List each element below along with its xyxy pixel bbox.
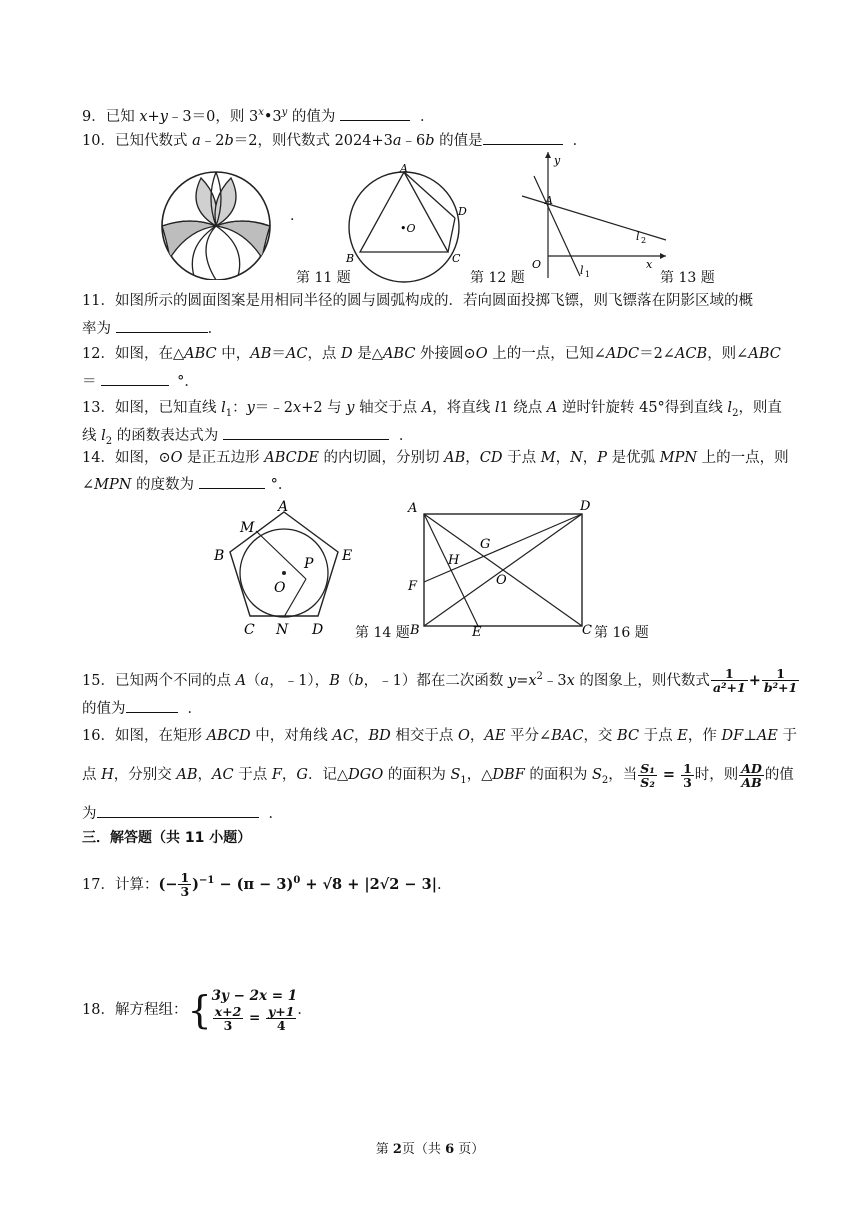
answer-blank-14[interactable] [199, 474, 265, 489]
answer-blank-16[interactable] [97, 803, 259, 818]
label-N: N [276, 622, 289, 638]
caption-11: 第 11 题 [296, 270, 351, 286]
expr-17: (− $\frac{1}{3}$ )$^{-1} - (\pi - 3)^0 + √8 + |2√2 - 3|$ [158, 870, 437, 900]
label-l1: l [580, 264, 584, 277]
label-G: G [480, 537, 491, 552]
label-O: O [274, 580, 286, 596]
label-D: D [580, 499, 591, 514]
figure-11-flower-circle [146, 168, 286, 280]
label-B: B [214, 548, 225, 564]
fraction-y-plus-1: $\frac{y+1}{4}$ [267, 1004, 295, 1033]
label-M: M [240, 520, 255, 536]
label-P: P [304, 556, 314, 572]
answer-blank-10[interactable] [483, 130, 563, 145]
question-10: 10．已知代数式 a﹣2b＝2，则代数式 2024+3a﹣6b 的值是 ． [82, 130, 587, 151]
label-B: B [410, 623, 420, 638]
figure-dot: · [290, 212, 295, 228]
answer-blank-11[interactable] [116, 318, 208, 333]
question-18: 18．解方程组：{ 3y − 2x = 1 $\frac{x+2}{3}$ = $\frac{y+1}{4}$ ． [82, 988, 312, 1033]
section-heading-3: 三．解答题（共 11 小题） [82, 830, 252, 846]
question-14-line2: ∠MPN 的度数为 °． [82, 474, 292, 495]
fraction-one-third-17: $\frac{1}{3}$ [180, 870, 190, 900]
label-O: •O [400, 222, 416, 235]
question-16-line1: 16．如图，在矩形 ABCD 中，对角线 AC，BD 相交于点 O，AE 平分∠BAC，交 BC 于点 E，作 DF⊥AE 于 [82, 728, 797, 744]
figure-12-inscribed-triangle [340, 160, 480, 286]
question-12-line2: ＝ °． [82, 371, 199, 392]
label-O: O [532, 258, 542, 271]
answer-blank-9[interactable] [340, 106, 410, 121]
system-brace: { [187, 988, 212, 1032]
caption-12: 第 12 题 [470, 270, 525, 286]
label-C: C [582, 623, 592, 638]
caption-13: 第 13 题 [660, 270, 715, 286]
fraction-ad-ab: $\frac{AD}{AB}$ [741, 760, 762, 790]
figure-14-pentagon-incircle [208, 496, 358, 642]
label-O: O [496, 573, 507, 588]
question-12-line1: 12．如图，在△ABC 中，AB＝AC，点 D 是△ABC 外接圆⊙O 上的一点，已知∠ADC＝2∠ACB，则∠ABC [82, 346, 781, 362]
label-A: A [400, 162, 408, 175]
figure-13-lines [518, 148, 668, 282]
answer-blank-12[interactable] [101, 371, 169, 386]
label-A: A [545, 194, 553, 207]
question-17: 17．计算：(− $\frac{1}{3}$ )$^{-1} - (\pi - 3)^0 + √8 + |2√2 - 3|$. [82, 870, 442, 900]
label-A: A [278, 499, 289, 515]
question-15-line2: 的值为 ． [82, 698, 202, 719]
question-16-line2: 点 H，分别交 AB，AC 于点 F，G．记△DGO 的面积为 $S_1$，△DBF 的面积为 $S_2$，当 $\frac{\text{S₁}}{\text{S₂}}$ = $\frac{1}{3}$ 时，则 $\frac{AD}{AB}$ 的值 [82, 760, 794, 790]
fraction-x-plus-2: $\frac{x+2}{3}$ [214, 1004, 242, 1033]
fraction-1-over-b2: $\frac{1}{\text{b²+1}}$ [763, 666, 798, 696]
question-9: 9．已知 x+y﹣3＝0，则 3$^x$•3$^y$ 的值为 ． [82, 107, 435, 125]
label-A: A [408, 501, 418, 516]
fraction-one-third: $\frac{1}{3}$ [683, 760, 692, 790]
answer-blank-15[interactable] [126, 698, 178, 713]
fraction-s1-s2: $\frac{\text{S₁}}{\text{S₂}}$ [640, 760, 655, 790]
figure-16-rectangle [402, 496, 602, 640]
question-11-line1: 11．如图所示的圆面图案是用相同半径的圆与圆弧构成的．若向圆面投掷飞镖，则飞镖落在阴影区域的概 [82, 293, 753, 309]
label-x: x [646, 258, 653, 271]
label-C: C [244, 622, 255, 638]
question-11-line2: 率为 ． [82, 318, 222, 339]
label-C: C [452, 252, 461, 265]
caption-16: 第 16 题 [594, 625, 649, 641]
label-y: y [554, 154, 561, 167]
question-14-line1: 14．如图，⊙O 是正五边形 ABCDE 的内切圆，分别切 AB，CD 于点 M，N，P 是优弧 MPN 上的一点，则 [82, 450, 789, 466]
label-E: E [342, 548, 353, 564]
question-13-line1: 13．如图，已知直线 $l_1$：y＝﹣2x+2 与 y 轴交于点 A，将直线 l1 绕点 A 逆时针旋转 45°得到直线 $l_2$，则直 [82, 400, 782, 419]
answer-blank-13[interactable] [223, 425, 389, 440]
label-D: D [312, 622, 324, 638]
label-l2: l [636, 230, 640, 243]
page-footer: 第 2页（共 6 页） [375, 1142, 485, 1157]
question-15-line1: 15．已知两个不同的点 A（a，﹣1），B（b，﹣1）都在二次函数 $y=x^2﹣3x$ 的图象上，则代数式 $\frac{1}{\text{a²+1}}$ + $\frac{1}{\text{b²+1}}$ [82, 666, 798, 696]
label-H: H [448, 553, 460, 568]
fraction-1-over-a2: $\frac{1}{\text{a²+1}}$ [712, 666, 746, 696]
label-F: F [408, 579, 418, 594]
equation-system: 3y − 2x = 1 $\frac{x+2}{3}$ = $\frac{y+1}{4}$ [211, 988, 298, 1033]
question-13-line2: 线 $l_2$ 的函数表达式为 ． [82, 425, 413, 452]
label-B: B [346, 252, 355, 265]
label-D: D [458, 205, 467, 218]
caption-14: 第 14 题 [355, 625, 410, 641]
question-16-line3: 为 ． [82, 803, 283, 824]
label-E: E [472, 625, 482, 640]
label-l2-sub: 2 [641, 236, 647, 245]
label-l1-sub: 1 [585, 270, 591, 279]
